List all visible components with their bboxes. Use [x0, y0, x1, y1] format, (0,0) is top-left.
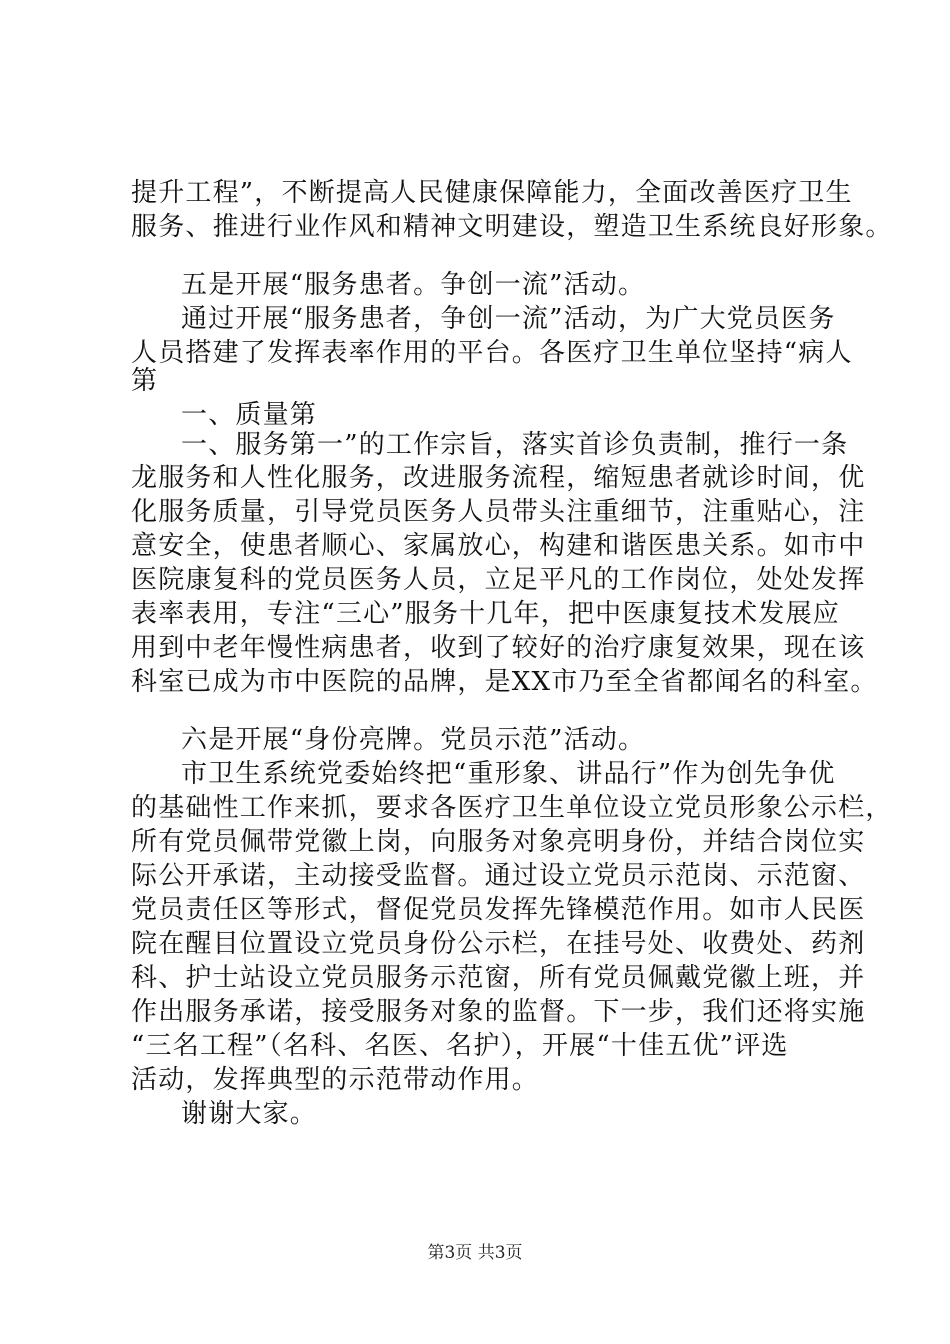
- text-line: 科室已成为市中医院的品牌，是XX市乃至全省都闻名的科室。: [131, 667, 878, 697]
- page-number-footer: 第3页 共3页: [427, 1243, 523, 1263]
- section-heading: 六是开展“身份亮牌。党员示范”活动。: [181, 725, 646, 755]
- text-line: 作出服务承诺，接受服务对象的监督。下一步，我们还将实施: [131, 997, 866, 1027]
- text-line: 一、质量第: [181, 400, 318, 430]
- text-line: 市卫生系统党委始终把“重形象、讲品行”作为创先争优: [181, 759, 836, 789]
- text-line: 意安全，使患者顺心、家属放心，构建和谐医患关系。如市中: [131, 531, 866, 561]
- text-line: 一、服务第一”的工作宗旨，落实首诊负责制，推行一条: [181, 430, 849, 460]
- closing-line: 谢谢大家。: [181, 1099, 318, 1129]
- text-line: 医院康复科的党员医务人员，立足平凡的工作岗位，处处发挥: [131, 565, 866, 595]
- text-line: 活动，发挥典型的示范带动作用。: [131, 1065, 540, 1095]
- text-line: 科、护士站设立党员服务示范窗，所有党员佩戴党徽上班，并: [131, 963, 866, 993]
- text-line: 龙服务和人性化服务，改进服务流程，缩短患者就诊时间，优: [131, 463, 866, 493]
- text-line: 第: [131, 366, 159, 396]
- text-line: 提升工程”，不断提高人民健康保障能力，全面改善医疗卫生: [131, 178, 853, 208]
- text-line: 表率表用，专注“三心”服务十几年，把中医康复技术发展应: [131, 599, 840, 629]
- section-heading: 五是开展“服务患者。争创一流”活动。: [181, 270, 646, 300]
- text-line: 通过开展“服务患者，争创一流”活动，为广大党员医务: [181, 304, 836, 334]
- text-line: 用到中老年慢性病患者，收到了较好的治疗康复效果，现在该: [131, 633, 866, 663]
- text-line: 党员责任区等形式，督促党员发挥先锋模范作用。如市人民医: [131, 895, 866, 925]
- text-line: 所有党员佩带党徽上岗，向服务对象亮明身份，并结合岗位实: [131, 827, 866, 857]
- text-line: 院在醒目位置设立党员身份公示栏，在挂号处、收费处、药剂: [131, 929, 866, 959]
- text-line: “三名工程”（名科、名医、名护），开展“十佳五优”评选: [131, 1031, 789, 1061]
- text-line: 际公开承诺，主动接受监督。通过设立党员示范岗、示范窗、: [131, 861, 866, 891]
- text-line: 服务、推进行业作风和精神文明建设，塑造卫生系统良好形象。: [131, 212, 893, 242]
- text-line: 化服务质量，引导党员医务人员带头注重细节，注重贴心，注: [131, 497, 866, 527]
- text-line: 人员搭建了发挥表率作用的平台。各医疗卫生单位坚持“病人: [131, 338, 853, 368]
- text-line: 的基础性工作来抓，要求各医疗卫生单位设立党员形象公示栏，: [131, 793, 893, 823]
